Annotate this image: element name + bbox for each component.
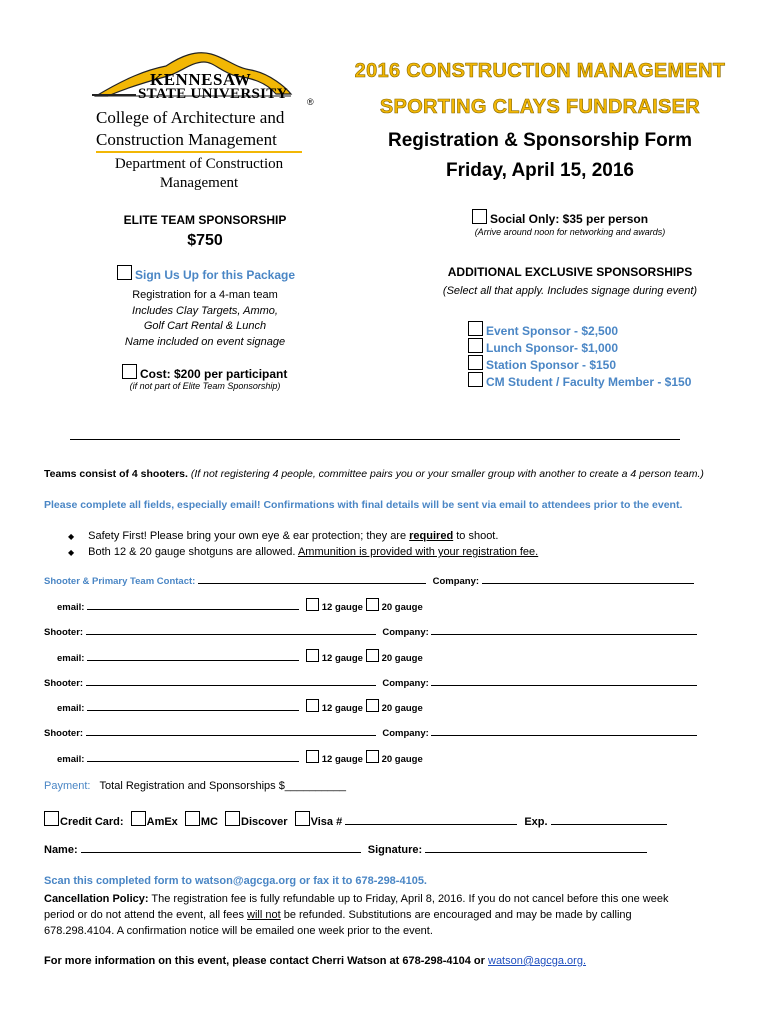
shooter-input[interactable] <box>86 735 376 736</box>
cost-note: (if not part of Elite Team Sponsorship) <box>129 381 281 391</box>
cost-label: Cost: $200 per participant <box>140 367 288 381</box>
payment-total[interactable]: Total Registration and Sponsorships $__________ <box>99 780 346 792</box>
name-row: Name: Signature: <box>44 844 647 856</box>
elite-price: $750 <box>187 232 223 249</box>
discover-checkbox[interactable] <box>225 811 240 826</box>
amex-checkbox[interactable] <box>131 811 146 826</box>
elite-checkbox[interactable] <box>117 265 132 280</box>
gauge12-checkbox[interactable] <box>306 699 319 712</box>
logo-kennesaw: KENNESAW <box>150 70 252 89</box>
elite-signup-label: Sign Us Up for this Package <box>135 268 296 282</box>
email-label: email: <box>57 754 85 765</box>
elite-desc2: Includes Clay Targets, Ammo, <box>132 305 278 317</box>
gauge12-checkbox[interactable] <box>306 598 319 611</box>
email-link[interactable]: watson@agcga.org. <box>488 955 587 967</box>
sponsor-label: Station Sponsor - $150 <box>486 358 617 372</box>
bullet-icon: ◆ <box>68 548 75 557</box>
title-line2: SPORTING CLAYS FUNDRAISER <box>379 96 701 118</box>
gauge20-checkbox[interactable] <box>366 649 379 662</box>
email-row-4: email: 12 gauge 20 gauge <box>57 750 423 765</box>
shooter-input[interactable] <box>86 634 376 635</box>
sponsor-label: Lunch Sponsor- $1,000 <box>486 341 619 355</box>
primary-contact-row <box>44 576 694 587</box>
cost-checkbox[interactable] <box>122 364 137 379</box>
cost-option[interactable] <box>122 364 287 381</box>
email-label: email: <box>57 602 85 613</box>
shooter-row-3 <box>44 678 697 689</box>
card-row: Credit Card: AmEx MC Discover Visa # Exp. <box>44 811 667 828</box>
logo-dept: Department of Construction <box>114 156 284 172</box>
mc-checkbox[interactable] <box>185 811 200 826</box>
teams-bold: Teams consist of 4 shooters. <box>44 468 188 480</box>
company-input[interactable] <box>431 685 697 686</box>
email-row-3: email: 12 gauge 20 gauge <box>57 699 423 714</box>
company-label: Company: <box>382 627 429 638</box>
credit-card-checkbox[interactable] <box>44 811 59 826</box>
name-input[interactable] <box>81 852 361 853</box>
sponsor-label: CM Student / Faculty Member - $150 <box>486 375 692 389</box>
scan-note: Scan this completed form to watson@agcga.org or fax it to 678-298-4105. <box>44 875 427 887</box>
gauge12-checkbox[interactable] <box>306 750 319 763</box>
shooter-label: Shooter: <box>44 627 84 638</box>
sponsor-checkbox[interactable] <box>468 321 483 336</box>
company-label: Company: <box>432 576 480 587</box>
social-label: Social Only: $35 per person <box>490 212 649 226</box>
more-info: For more information on this event, please contact Cherri Watson at 678-298-4104 or watson@agcga.org. <box>44 955 587 967</box>
email-input[interactable] <box>87 761 299 762</box>
sponsor-checkbox[interactable] <box>468 372 483 387</box>
logo-dept2: Management <box>159 175 239 191</box>
sponsor-label: Event Sponsor - $2,500 <box>486 324 619 338</box>
bullet-icon: ◆ <box>68 532 75 541</box>
visa-checkbox[interactable] <box>295 811 310 826</box>
additional-heading: ADDITIONAL EXCLUSIVE SPONSORSHIPS <box>447 265 693 279</box>
sponsor-item-1[interactable] <box>468 338 618 355</box>
elite-signup-option[interactable] <box>117 265 295 282</box>
gauge20-checkbox[interactable] <box>366 750 379 763</box>
social-checkbox[interactable] <box>472 209 487 224</box>
company-label: Company: <box>382 728 429 739</box>
email-label: email: <box>57 653 85 664</box>
sponsor-checkbox[interactable] <box>468 338 483 353</box>
sponsor-checkbox[interactable] <box>468 355 483 370</box>
company-label: Company: <box>382 678 429 689</box>
bullet-gauge: ◆ Both 12 & 20 gauge shotguns are allowed. Ammunition is provided with your registration fee. <box>68 546 539 558</box>
email-input[interactable] <box>87 609 299 610</box>
elite-heading: ELITE TEAM SPONSORSHIP <box>123 213 287 227</box>
elite-desc4: Name included on event signage <box>124 336 286 348</box>
shooter-input[interactable] <box>86 685 376 686</box>
payment-row <box>44 780 346 792</box>
teams-note <box>44 468 704 480</box>
social-option[interactable] <box>472 209 648 226</box>
sponsor-item-0[interactable] <box>468 321 618 338</box>
email-input[interactable] <box>87 710 299 711</box>
gauge20-checkbox[interactable] <box>366 598 379 611</box>
company-input[interactable] <box>431 634 697 635</box>
form-title: Registration & Sponsorship Form <box>387 130 693 151</box>
logo-state-university: STATE UNIVERSITY <box>138 86 288 102</box>
title-line1: 2016 CONSTRUCTION MANAGEMENT <box>354 60 726 82</box>
signature-input[interactable] <box>425 852 647 853</box>
event-date: Friday, April 15, 2016 <box>446 160 634 181</box>
email-input[interactable] <box>87 660 299 661</box>
cancellation-policy: Cancellation Policy: The registration fee is fully refundable up to Friday, April 8, 2016. If you do not cancel before this one week period or do not attend the event, all fees will not be refunded. Substitutions are encouraged and may be made by calling 678.298.4104. A confirmation notice will be emailed one week prior to the event. <box>44 893 669 937</box>
logo-college: College of Architecture and <box>96 108 285 127</box>
company-input[interactable] <box>431 735 697 736</box>
sponsor-item-3[interactable] <box>468 372 691 389</box>
shooter-row-2 <box>44 627 697 638</box>
email-label: email: <box>57 703 85 714</box>
primary-contact-label: Shooter & Primary Team Contact: <box>44 576 196 587</box>
gauge12-checkbox[interactable] <box>306 649 319 662</box>
bullet-safety: ◆ Safety First! Please bring your own eye & ear protection; they are required to shoot. <box>68 530 499 542</box>
additional-note: (Select all that apply. Includes signage during event) <box>442 285 698 297</box>
email-row-2: email: 12 gauge 20 gauge <box>57 649 423 664</box>
please-complete: Please complete all fields, especially email! Confirmations with final details will be sent via email to attendees prior to the event. <box>44 499 683 511</box>
email-row-1: email: 12 gauge 20 gauge <box>57 598 423 613</box>
social-note: (Arrive around noon for networking and awards) <box>474 227 666 237</box>
elite-desc3: Golf Cart Rental & Lunch <box>143 320 267 332</box>
ksu-logo: KENNESAW STATE UNIVERSITY ® College of Architecture and Construction Management Department of Construction Management <box>86 48 316 198</box>
elite-desc1: Registration for a 4-man team <box>132 289 278 301</box>
gauge20-checkbox[interactable] <box>366 699 379 712</box>
primary-company-input[interactable] <box>482 583 694 584</box>
sponsor-item-2[interactable] <box>468 355 616 372</box>
card-number-input[interactable] <box>345 824 517 825</box>
shooter-label: Shooter: <box>44 728 84 739</box>
shooter-label: Shooter: <box>44 678 84 689</box>
section-divider <box>70 439 680 440</box>
shooter-row-4 <box>44 728 697 739</box>
teams-italic: (If not registering 4 people, committee pairs you or your smaller group with another to create a 4 person team.) <box>190 468 704 480</box>
exp-input[interactable] <box>551 824 667 825</box>
logo-college2: Construction Management <box>96 130 277 149</box>
payment-label: Payment: <box>44 780 91 792</box>
primary-contact-input[interactable] <box>198 583 426 584</box>
